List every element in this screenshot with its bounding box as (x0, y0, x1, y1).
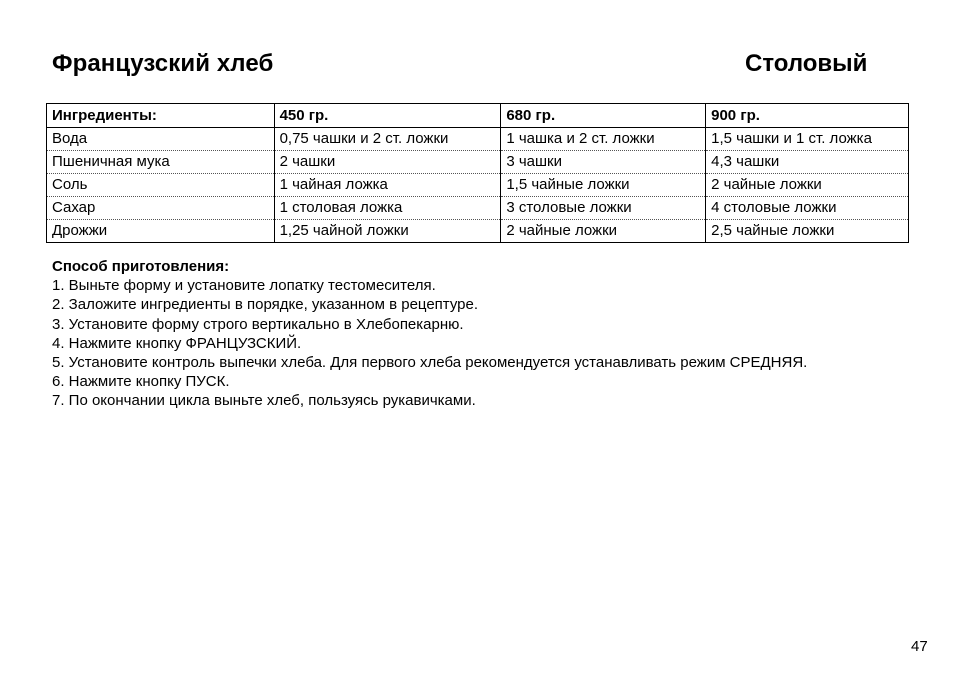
recipe-category: Столовый (745, 50, 868, 77)
table-cell: 1,25 чайной ложки (274, 220, 501, 243)
ingredients-table (46, 103, 909, 243)
table-cell: 2 чайные ложки (501, 220, 706, 243)
column-header-450g: 450 гр. (274, 104, 501, 128)
table-row (47, 128, 909, 151)
table-row (47, 197, 909, 220)
method-step: 1. Выньте форму и установите лопатку тестомесителя. (52, 277, 436, 295)
column-header-680g: 680 гр. (501, 104, 706, 128)
table-cell: 1 чайная ложка (274, 174, 501, 197)
method-step: 5. Установите контроль выпечки хлеба. Для первого хлеба рекомендуется устанавливать режим СРЕДНЯЯ. (52, 354, 808, 372)
column-header-900g: 900 гр. (706, 104, 909, 128)
table-cell: Вода (52, 130, 88, 147)
table-cell: 2 чашки (274, 151, 501, 174)
method-step: 7. По окончании цикла выньте хлеб, пользуясь рукавичками. (52, 392, 476, 410)
table-cell: 4,3 чашки (706, 151, 909, 174)
table-cell: 1 чашка и 2 ст. ложки (501, 128, 706, 151)
method-step: 2. Заложите ингредиенты в порядке, указанном в рецептуре. (52, 296, 479, 314)
table-cell: 1 столовая ложка (274, 197, 501, 220)
method-step: 3. Установите форму строго вертикально в Хлебопекарню. (52, 315, 464, 333)
table-row (47, 151, 909, 174)
table-row (47, 220, 909, 243)
table-cell: Сахар (47, 197, 275, 220)
table-cell: 2,5 чайные ложки (706, 220, 909, 243)
table-row (47, 174, 909, 197)
table-cell: 0,75 чашки и 2 ст. ложки (274, 128, 501, 151)
page-number: 47 (911, 638, 928, 655)
page-title: Французский хлеб (52, 50, 274, 77)
table-cell: 1,5 чайные ложки (501, 174, 706, 197)
table-cell: Соль (47, 174, 275, 197)
table-cell: 3 чашки (501, 151, 706, 174)
table-cell: Пшеничная мука (47, 151, 275, 174)
table-cell: 4 столовые ложки (706, 197, 909, 220)
table-cell: 3 столовые ложки (501, 197, 706, 220)
table-cell: Дрожжи (47, 220, 275, 243)
method-step: 4. Нажмите кнопку ФРАНЦУЗСКИЙ. (52, 334, 302, 352)
method-title: Способ приготовления: (52, 258, 230, 275)
table-header-row (47, 104, 909, 128)
column-header-ingredients: Ингредиенты: (47, 104, 275, 128)
table-cell: 2 чайные ложки (706, 174, 909, 197)
table-cell: 1,5 чашки и 1 ст. ложка (706, 128, 909, 151)
preparation-method (52, 257, 807, 411)
method-step: 6. Нажмите кнопку ПУСК. (52, 373, 230, 391)
